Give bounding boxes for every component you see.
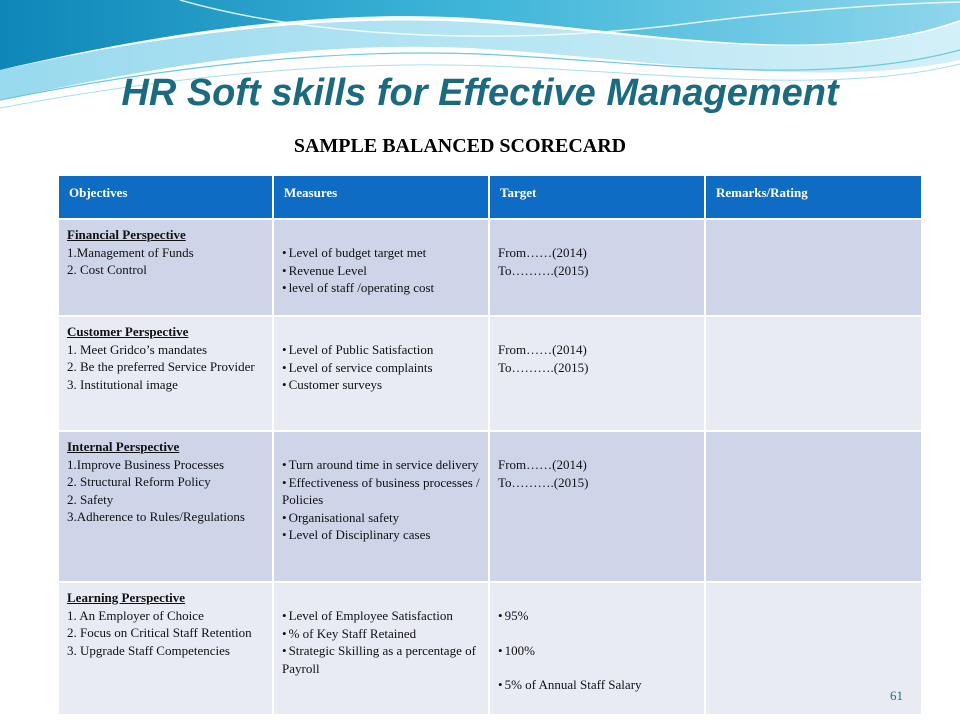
- perspective-title: Internal Perspective: [67, 439, 180, 454]
- target-item: From……(2014): [498, 457, 587, 472]
- measure-item: • Level of service complaints: [282, 359, 480, 377]
- measure-item: • level of staff /operating cost: [282, 279, 480, 297]
- target-cell: [489, 316, 705, 431]
- target-item: To……….(2015): [498, 474, 589, 490]
- target-item: From……(2014): [498, 342, 587, 357]
- target-item: To……….(2015): [498, 262, 589, 278]
- objectives-cell: [58, 219, 273, 316]
- measure-item: • Level of Disciplinary cases: [282, 526, 480, 544]
- slide-title: HR Soft skills for Effective Management: [121, 72, 839, 114]
- header-remarks: Remarks/Rating: [705, 175, 922, 219]
- remarks-cell: [705, 431, 922, 582]
- objectives-cell: [58, 316, 273, 431]
- target-cell: [489, 582, 705, 715]
- objective-item: 1. Meet Gridco’s mandates: [67, 341, 208, 357]
- measure-item: • Organisational safety: [282, 509, 480, 527]
- measure-item: • Level of budget target met: [282, 244, 480, 262]
- page-number: 61: [890, 688, 903, 703]
- measure-item: • % of Key Staff Retained: [282, 625, 480, 643]
- objective-item: 1. An Employer of Choice: [67, 607, 204, 623]
- remarks-cell: [705, 219, 922, 316]
- remarks-cell: [705, 316, 922, 431]
- measure-item: • Level of Employee Satisfaction: [282, 607, 480, 625]
- target-item: • 5% of Annual Staff Salary: [498, 676, 696, 694]
- measure-item: • Customer surveys: [282, 376, 480, 394]
- objectives-cell: [58, 431, 273, 582]
- measures-cell: [273, 219, 489, 316]
- measures-cell: [273, 316, 489, 431]
- table-row: [58, 431, 922, 582]
- objective-item: 2. Structural Reform Policy: [67, 474, 211, 489]
- objective-item: 1.Management of Funds: [67, 244, 194, 260]
- objective-item: 1.Improve Business Processes: [67, 456, 225, 472]
- measure-item: • Effectiveness of business processes / Policies: [282, 474, 480, 509]
- target-cell: [489, 219, 705, 316]
- header-target: Target: [489, 175, 705, 219]
- slide-subtitle: SAMPLE BALANCED SCORECARD: [293, 135, 627, 157]
- table-row: [58, 582, 922, 715]
- header-measures: Measures: [273, 175, 489, 219]
- table-header-row: [58, 175, 922, 219]
- objective-item: 3. Institutional image: [67, 376, 178, 392]
- objective-item: 2. Be the preferred Service Provider: [67, 359, 255, 374]
- target-item: • 100%: [498, 642, 696, 660]
- measures-cell: [273, 431, 489, 582]
- perspective-title: Customer Perspective: [67, 324, 189, 339]
- objective-item: 2. Safety: [67, 491, 114, 507]
- objective-item: 2. Cost Control: [67, 262, 147, 277]
- measure-item: • Level of Public Satisfaction: [282, 341, 480, 359]
- header-objectives: Objectives: [58, 175, 273, 219]
- objective-item: 2. Focus on Critical Staff Retention: [67, 625, 252, 640]
- target-cell: [489, 431, 705, 582]
- table-row: [58, 219, 922, 316]
- measure-item: • Turn around time in service delivery: [282, 456, 480, 474]
- objective-item: 3.Adherence to Rules/Regulations: [67, 509, 245, 524]
- target-item: • 95%: [498, 607, 696, 625]
- perspective-title: Financial Perspective: [67, 227, 186, 242]
- measures-cell: [273, 582, 489, 715]
- target-item: From……(2014): [498, 245, 587, 260]
- table-row: [58, 316, 922, 431]
- measure-item: • Revenue Level: [282, 262, 480, 280]
- target-item: To……….(2015): [498, 359, 589, 375]
- objective-item: 3. Upgrade Staff Competencies: [67, 642, 230, 658]
- objectives-cell: [58, 582, 273, 715]
- measure-item: • Strategic Skilling as a percentage of Payroll: [282, 642, 480, 677]
- scorecard-table: [57, 174, 923, 716]
- perspective-title: Learning Perspective: [67, 590, 186, 605]
